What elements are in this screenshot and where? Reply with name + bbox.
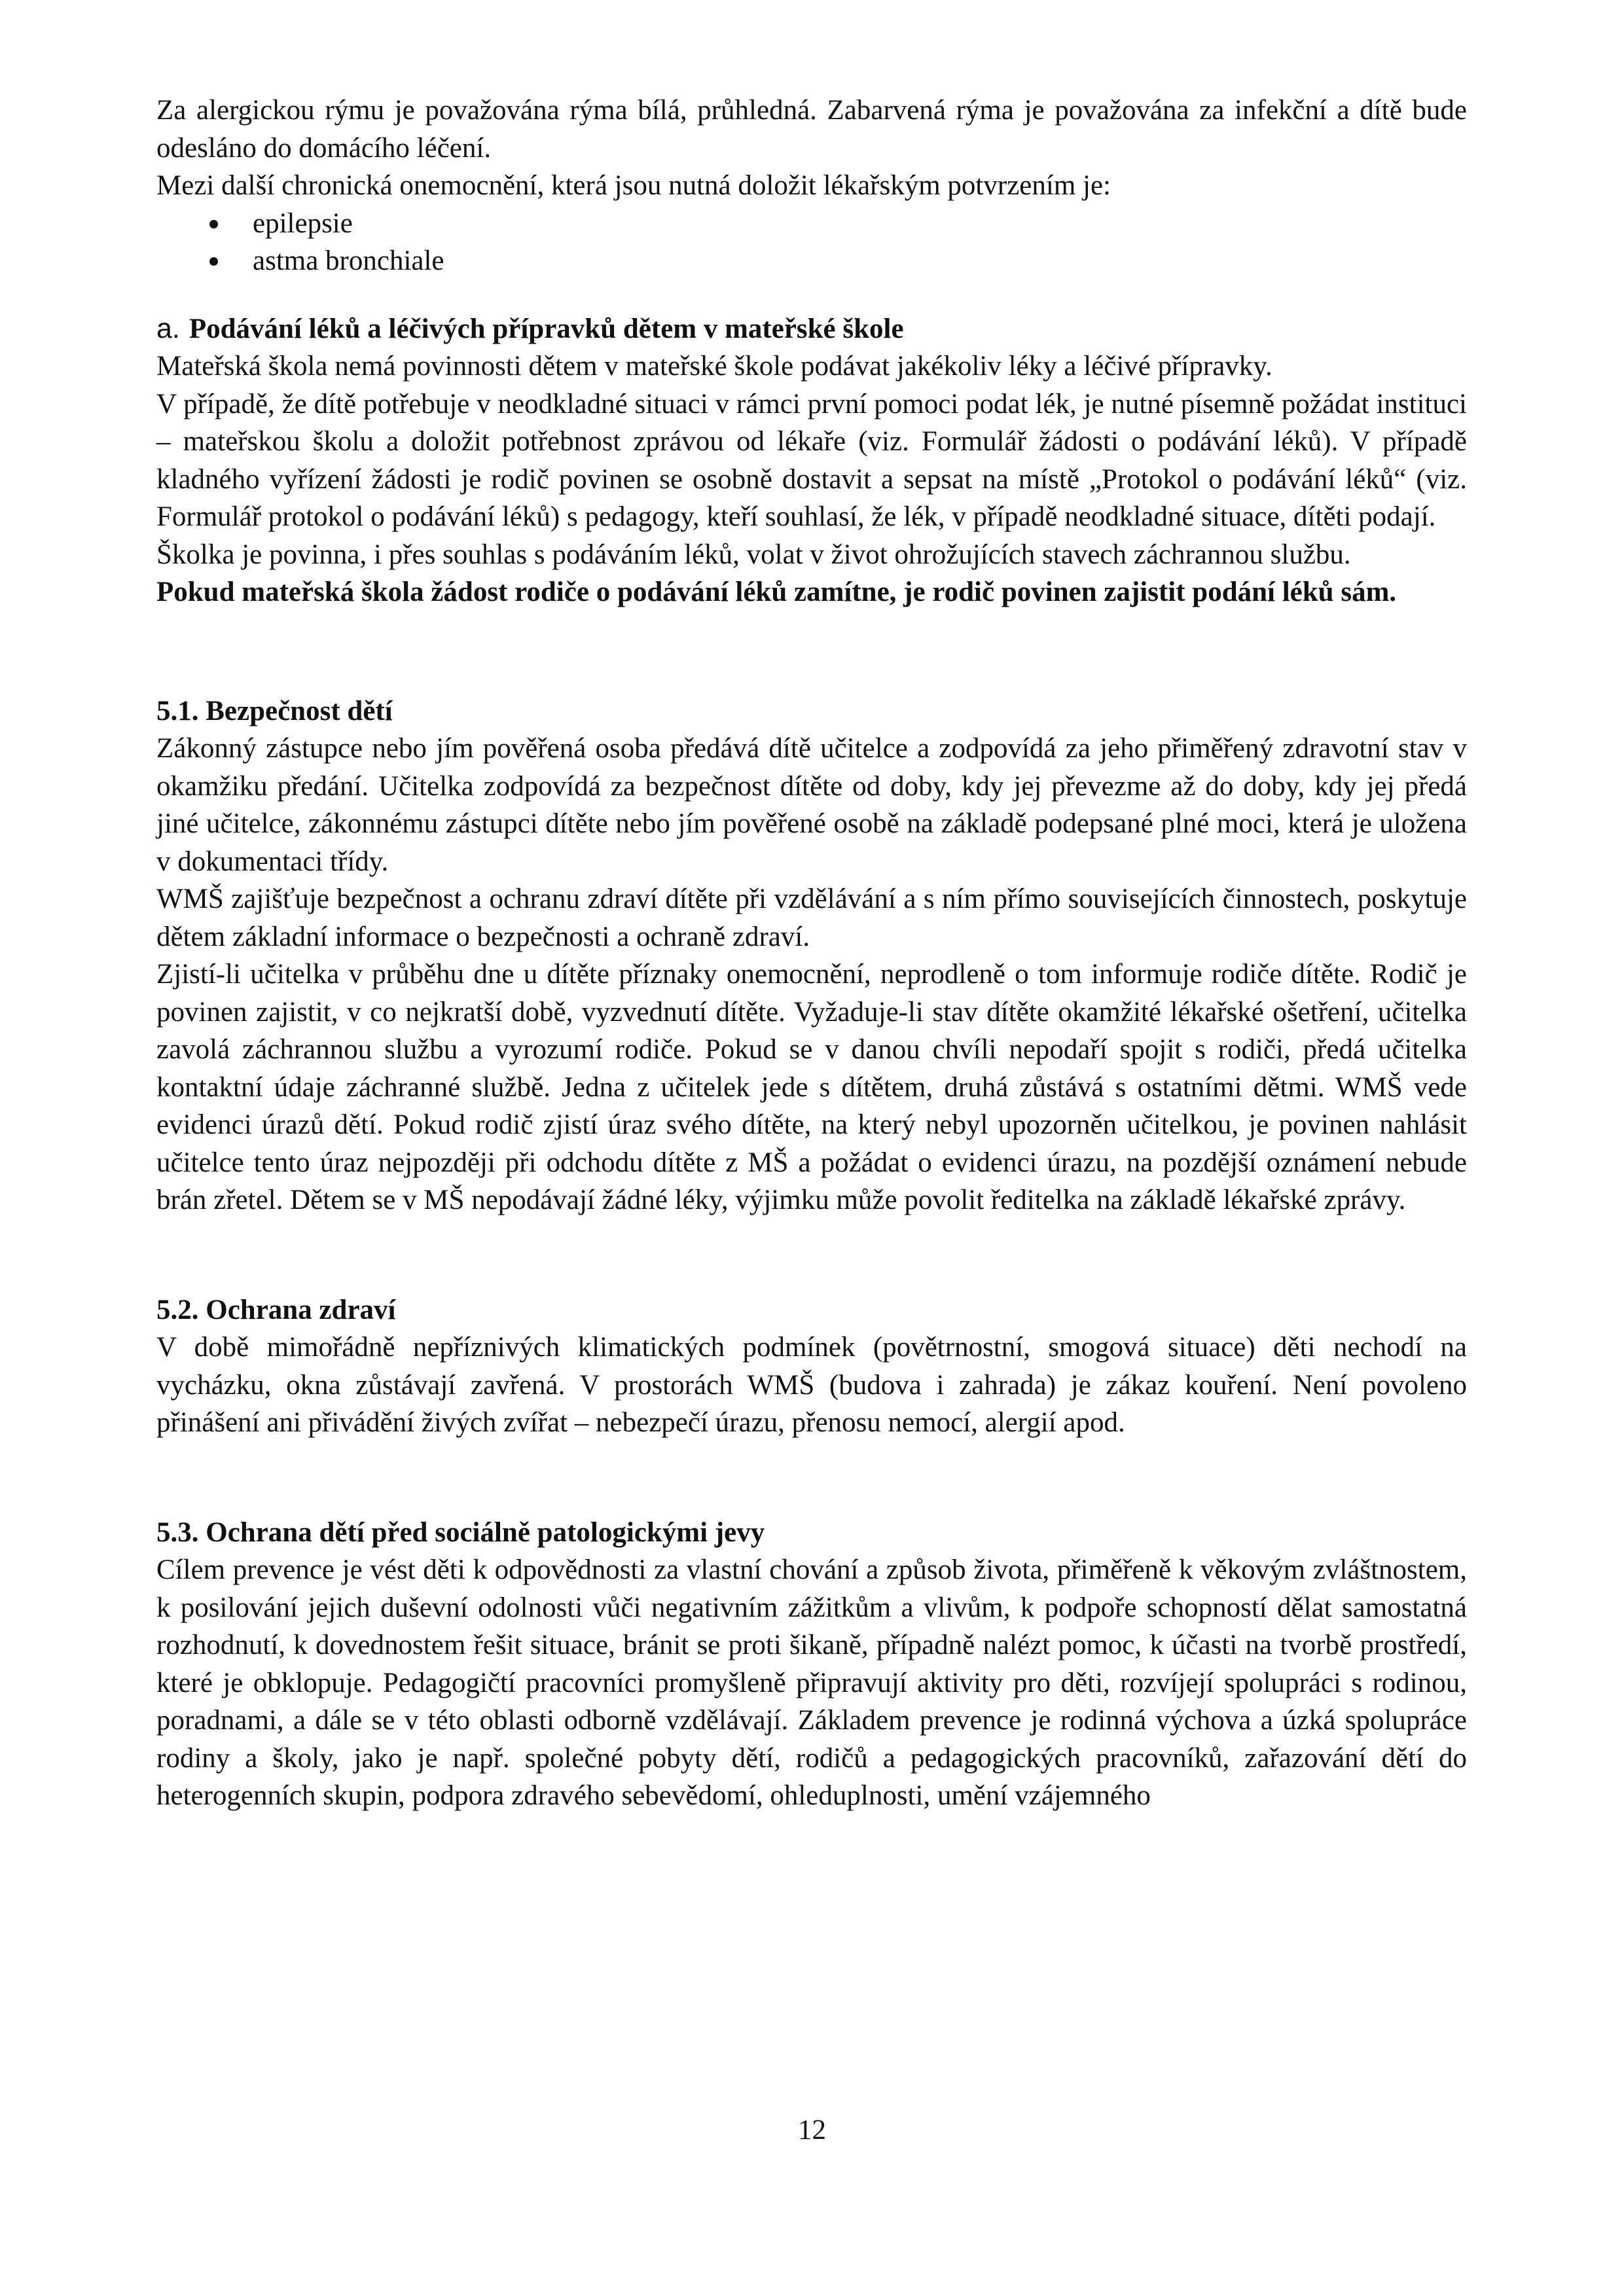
chronic-disease-list (156, 205, 1467, 280)
list-item-text: astma bronchiale (253, 245, 444, 276)
section-5-3-paragraph-1: Cílem prevence je vést děti k odpovědnosti za vlastní chování a způsob života, přiměřeně k věkovým zvláštnostem, k posilování jejich duševní odolnosti vůči negativním zážitkům a vlivům, k podpoře schopností dělat samostatná rozhodnutí, k dovednostem řešit situace, bránit se proti šikaně, případně nalézt pomoc, k účasti na tvorbě prostředí, které je obklopuje. Pedagogičtí pracovníci promyšleně připravují aktivity pro děti, rozvíjejí spolupráci s rodinou, poradnami, a dále se v této oblasti odborně vzdělávají. Základem prevence je rodinná výchova a úzká spolupráce rodiny a školy, jako je např. společné pobyty dětí, rodičů a pedagogických pracovníků, zařazování dětí do heterogenních skupin, podpora zdravého sebevědomí, ohleduplnosti, umění vzájemného (156, 1554, 1467, 1811)
list-item (156, 205, 1467, 243)
bullet-icon (209, 220, 218, 228)
section-5-3-title: 5.3. Ochrana dětí před sociálně patologickými jevy (156, 1516, 765, 1548)
document-page (156, 92, 1467, 1815)
section-a-paragraph-3: Školka je povinna, i přes souhlas s podáváním léků, volat v život ohrožujících stavech záchrannou službu. (156, 539, 1351, 570)
section-5-1-title: 5.1. Bezpečnost dětí (156, 695, 393, 726)
section-5-1-paragraph-1: Zákonný zástupce nebo jím pověřená osoba předává dítě učitelce a zodpovídá za jeho přiměřený zdravotní stav v okamžiku předání. Učitelka zodpovídá za bezpečnost dítěte od doby, kdy jej převezme až do doby, kdy jej předá jiné učitelce, zákonnému zástupci dítěte nebo jím pověřené osobě na základě podepsané plné moci, která je uložena v dokumentaci třídy. (156, 733, 1467, 877)
section-5-1-paragraph-3: Zjistí-li učitelka v průběhu dne u dítěte příznaky onemocnění, neprodleně o tom informuje rodiče dítěte. Rodič je povinen zajistit, v co nejkratší době, vyzvednutí dítěte. Vyžaduje-li stav dítěte okamžité lékařské ošetření, učitelka zavolá záchrannou službu a vyrozumí rodiče. Pokud se v danou chvíli nepodaří spojit s rodiči, předá učitelka kontaktní údaje záchranné službě. Jedna z učitelek jede s dítětem, druhá zůstává s ostatními dětmi. WMŠ vede evidenci úrazů dětí. Pokud rodič zjistí úraz svého dítěte, na který nebyl upozorněn učitelkou, je povinen nahlásit učitelce tento úraz nejpozději při odchodu dítěte z MŠ a požádat o evidenci úrazu, na pozdější oznámení nebude brán zřetel. Dětem se v MŠ nepodávají žádné léky, výjimku může povolit ředitelka na základě lékařské zprávy. (156, 959, 1467, 1215)
section-spacer (156, 1442, 1467, 1514)
page-number: 12 (798, 2115, 826, 2145)
bullet-icon (209, 257, 218, 266)
section-5-1-paragraph-2: WMŠ zajišťuje bezpečnost a ochranu zdraví dítěte při vzdělávání a s ním přímo souvisejících činnostech, poskytuje dětem základní informace o bezpečnosti a ochraně zdraví. (156, 884, 1467, 952)
section-spacer (156, 611, 1467, 692)
intro-paragraph-allergy: Za alergickou rýmu je považována rýma bílá, průhledná. Zabarvená rýma je považována za infekční a dítě bude odesláno do domácího léčení. (156, 95, 1467, 164)
section-5-2-paragraph-1: V době mimořádně nepříznivých klimatických podmínek (povětrnostní, smogová situace) děti nechodí na vycházku, okna zůstávají zavřená. V prostorách WMŠ (budova i zahrada) je zákaz kouření. Není povoleno přinášení ani přivádění živých zvířat – nebezpečí úrazu, přenosu nemocí, alergií apod. (156, 1332, 1467, 1438)
section-a-heading (156, 310, 1467, 348)
section-a-paragraph-2: V případě, že dítě potřebuje v neodkladné situaci v rámci první pomoci podat lék, je nutné písemně požádat instituci – mateřskou školu a doložit potřebnost zprávou od lékaře (viz. Formulář žádosti o podávání léků). V případě kladného vyřízení žádosti je rodič povinen se osobně dostavit a sepsat na místě „Protokol o podávání léků“ (viz. Formulář protokol o podávání léků) s pedagogy, kteří souhlasí, že lék, v případě neodkladné situace, dítěti podají. (156, 388, 1467, 532)
section-a-bold-notice: Pokud mateřská škola žádost rodiče o podávání léků zamítne, je rodič povinen zajistit podání léků sám. (156, 577, 1397, 607)
section-5-2-title: 5.2. Ochrana zdraví (156, 1294, 396, 1325)
section-a-paragraph-1: Mateřská škola nemá povinnosti dětem v mateřské škole podávat jakékoliv léky a léčivé přípravky. (156, 351, 1272, 382)
section-a-title: Podávání léků a léčivých přípravků dětem v mateřské škole (189, 313, 904, 344)
section-spacer (156, 1219, 1467, 1291)
section-a-marker: a. (156, 312, 180, 344)
intro-paragraph-chronic: Mezi další chronická onemocnění, která jsou nutná doložit lékařským potvrzením je: (156, 170, 1111, 201)
list-item (156, 242, 1467, 280)
list-item-text: epilepsie (253, 207, 353, 239)
